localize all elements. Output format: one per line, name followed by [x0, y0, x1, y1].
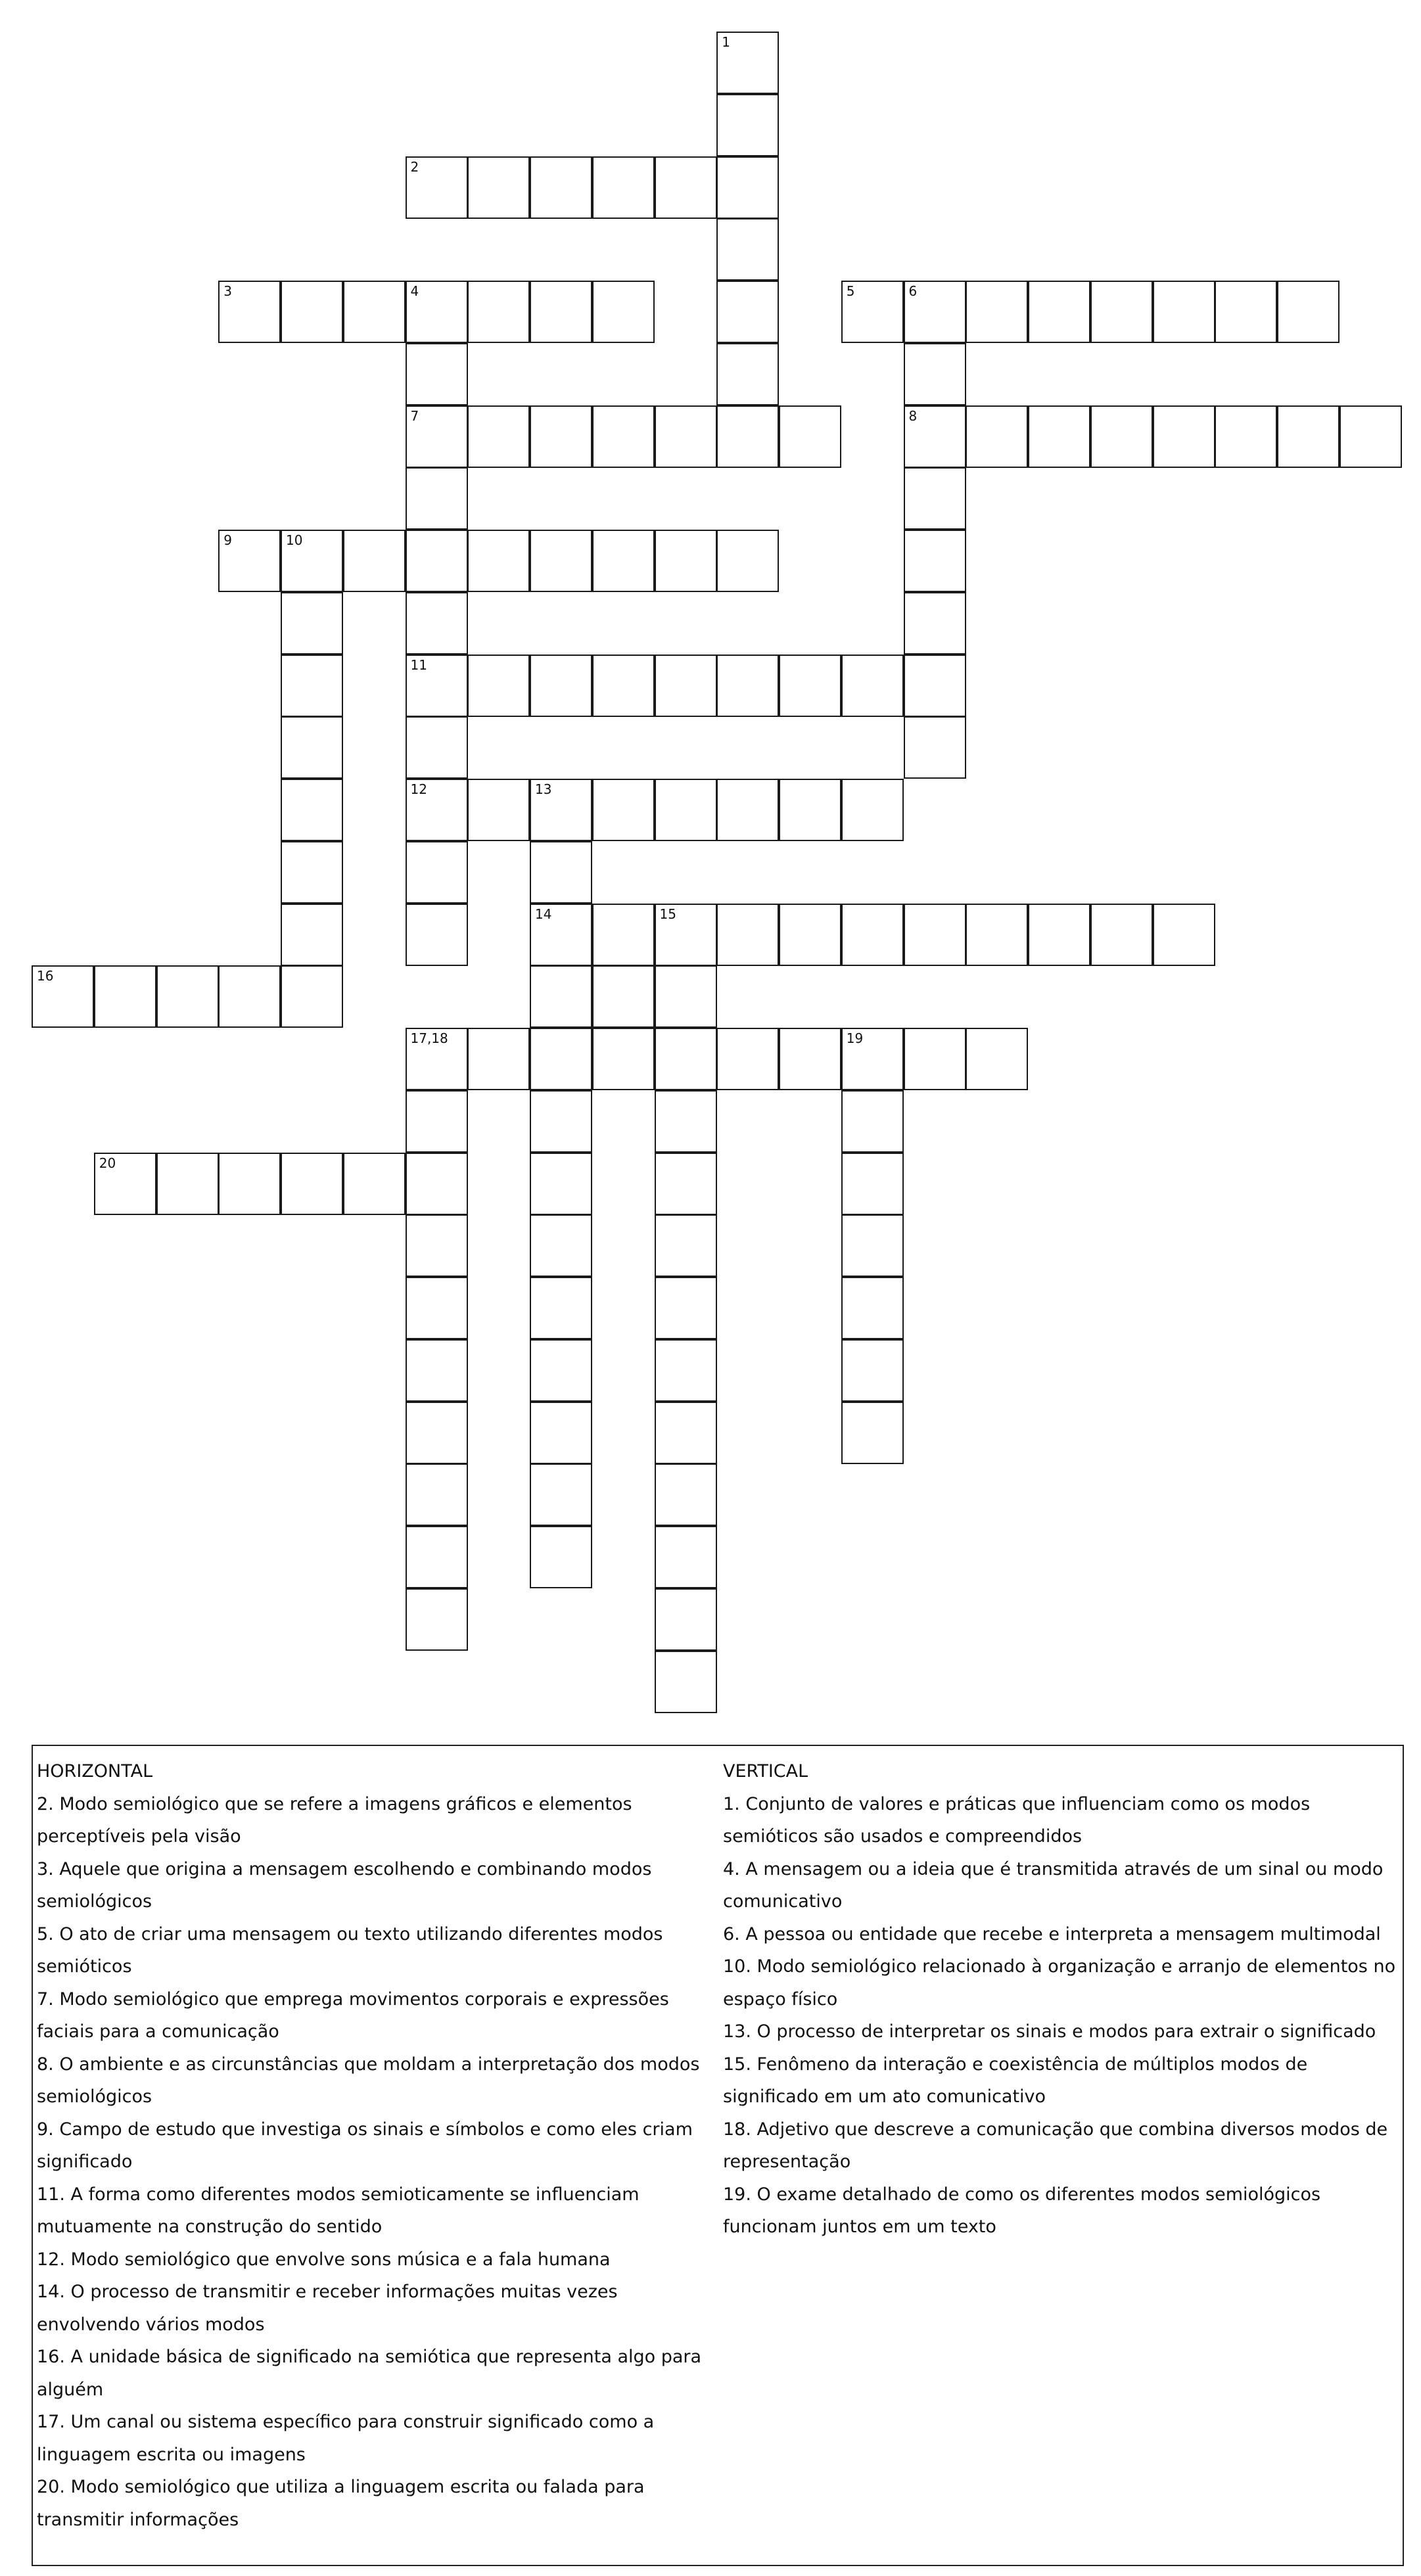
clue-line: semiológicos — [37, 2086, 152, 2107]
crossword-cell[interactable] — [779, 405, 841, 468]
crossword-cell[interactable] — [592, 405, 655, 468]
crossword-cell[interactable] — [343, 1153, 406, 1215]
crossword-cell[interactable] — [406, 1402, 468, 1464]
crossword-cell[interactable] — [655, 1339, 717, 1402]
crossword-cell[interactable] — [530, 1028, 592, 1090]
crossword-cell[interactable] — [841, 1090, 904, 1153]
crossword-cell[interactable] — [530, 904, 592, 966]
crossword-cell[interactable] — [779, 1028, 841, 1090]
crossword-cell[interactable] — [716, 94, 779, 156]
clue-line: 5. O ato de criar uma mensagem ou texto utilizando diferentes modos — [37, 1923, 663, 1944]
crossword-cell[interactable] — [1090, 281, 1153, 343]
clue-line: 3. Aquele que origina a mensagem escolhendo e combinando modos — [37, 1858, 652, 1879]
crossword-cell[interactable] — [966, 904, 1028, 966]
crossword-cell[interactable] — [530, 655, 592, 717]
crossword-cell[interactable] — [904, 655, 966, 717]
crossword-cell[interactable] — [655, 965, 717, 1028]
clue-line: espaço físico — [723, 1989, 838, 2010]
clue-number: 8 — [908, 407, 918, 424]
crossword-cell[interactable] — [467, 1028, 530, 1090]
crossword-cell[interactable] — [716, 1028, 779, 1090]
crossword-cell[interactable] — [592, 530, 655, 592]
crossword-cell[interactable] — [655, 405, 717, 468]
crossword-cell[interactable] — [530, 530, 592, 592]
crossword-cell[interactable] — [94, 965, 156, 1028]
crossword-cell[interactable] — [281, 592, 343, 655]
crossword-cell[interactable] — [218, 965, 281, 1028]
crossword-cell[interactable] — [966, 281, 1028, 343]
crossword-cell[interactable] — [406, 1028, 468, 1090]
horizontal-clues — [37, 1755, 714, 2536]
clue-line: mutuamente na construção do sentido — [37, 2217, 383, 2237]
clue-line: representação — [723, 2151, 851, 2172]
crossword-cell[interactable] — [218, 1153, 281, 1215]
crossword-cell[interactable] — [406, 530, 468, 592]
vertical-heading: VERTICAL — [723, 1761, 808, 1782]
crossword-cell[interactable] — [281, 716, 343, 779]
crossword-cell[interactable] — [655, 530, 717, 592]
clue-line: 13. O processo de interpretar os sinais e modos para extrair o significado — [723, 2021, 1376, 2042]
clue-line: 17. Um canal ou sistema específico para construir significado como a — [37, 2412, 655, 2432]
crossword-cell[interactable] — [716, 343, 779, 405]
crossword-cell[interactable] — [655, 1526, 717, 1588]
crossword-cell[interactable] — [1277, 281, 1339, 343]
crossword-cell[interactable] — [406, 592, 468, 655]
crossword-cell[interactable] — [655, 1277, 717, 1339]
crossword-cell[interactable] — [530, 1463, 592, 1526]
crossword-cell[interactable] — [841, 904, 904, 966]
crossword-cell[interactable] — [904, 1028, 966, 1090]
clue-number: 17,18 — [410, 1030, 448, 1046]
clue-number: 1 — [722, 34, 730, 50]
crossword-cell[interactable] — [716, 156, 779, 219]
clue-line: 18. Adjetivo que descreve a comunicação que combina diversos modos de — [723, 2119, 1388, 2140]
clue-line: 4. A mensagem ou a ideia que é transmitida através de um sinal ou modo — [723, 1858, 1384, 1879]
crossword-cell[interactable] — [406, 1526, 468, 1588]
clue-line: alguém — [37, 2379, 104, 2400]
clue-line: significado — [37, 2151, 133, 2172]
clue-number: 16 — [37, 968, 54, 984]
crossword-cell[interactable] — [406, 1339, 468, 1402]
clue-number: 20 — [99, 1155, 116, 1171]
clue-line: 11. A forma como diferentes modos semioticamente se influenciam — [37, 2184, 640, 2205]
crossword-cell[interactable] — [530, 405, 592, 468]
vertical-clues — [723, 1755, 1400, 2243]
clue-line: 15. Fenômeno da interação e coexistência de múltiplos modos de — [723, 2054, 1308, 2075]
clue-number: 2 — [410, 158, 419, 175]
crossword-cell[interactable] — [592, 965, 655, 1028]
crossword-cell[interactable] — [530, 1153, 592, 1215]
crossword-cell[interactable] — [406, 343, 468, 405]
crossword-cell[interactable] — [841, 655, 904, 717]
crossword-cell[interactable] — [281, 841, 343, 904]
clue-line: 7. Modo semiológico que emprega movimentos corporais e expressões — [37, 1989, 669, 2010]
crossword-cell[interactable] — [530, 1526, 592, 1588]
crossword-cell[interactable] — [406, 156, 468, 219]
crossword-cell[interactable] — [655, 1402, 717, 1464]
crossword-cell[interactable] — [716, 530, 779, 592]
crossword-cell[interactable] — [1339, 405, 1402, 468]
clue-number: 3 — [223, 283, 232, 299]
clue-line: semióticos — [37, 1956, 132, 1977]
crossword-cell[interactable] — [406, 716, 468, 779]
crossword-cell[interactable] — [406, 779, 468, 841]
clue-line: 12. Modo semiológico que envolve sons música e a fala humana — [37, 2249, 611, 2270]
clues-box — [32, 1745, 1404, 2566]
horizontal-clue-list — [37, 1788, 714, 2537]
crossword-cell[interactable] — [281, 655, 343, 717]
crossword-cell[interactable] — [530, 779, 592, 841]
crossword-cell[interactable] — [841, 1214, 904, 1277]
crossword-cell[interactable] — [904, 716, 966, 779]
clue-line: envolvendo vários modos — [37, 2314, 265, 2335]
crossword-cell[interactable] — [406, 1214, 468, 1277]
clue-number: 19 — [846, 1030, 864, 1046]
crossword-cell[interactable] — [655, 779, 717, 841]
crossword-cell[interactable] — [406, 467, 468, 530]
clue-number: 5 — [846, 283, 855, 299]
crossword-cell[interactable] — [1153, 281, 1215, 343]
crossword-cell[interactable] — [530, 1090, 592, 1153]
crossword-cell[interactable] — [1215, 281, 1277, 343]
clue-line: faciais para a comunicação — [37, 2021, 279, 2042]
crossword-cell[interactable] — [94, 1153, 156, 1215]
crossword-cell[interactable] — [904, 592, 966, 655]
crossword-cell[interactable] — [530, 1339, 592, 1402]
crossword-cell[interactable] — [530, 1214, 592, 1277]
crossword-cell[interactable] — [406, 1153, 468, 1215]
crossword-cell[interactable] — [655, 1588, 717, 1651]
clue-line: 19. O exame detalhado de como os diferentes modos semiológicos — [723, 2184, 1321, 2205]
crossword-cell[interactable] — [343, 530, 406, 592]
crossword-cell[interactable] — [655, 904, 717, 966]
clue-line: 14. O processo de transmitir e receber informações muitas vezes — [37, 2282, 618, 2302]
clue-line: 2. Modo semiológico que se refere a imagens gráficos e elementos — [37, 1793, 632, 1814]
crossword-cell[interactable] — [406, 655, 468, 717]
crossword-cell[interactable] — [406, 1090, 468, 1153]
crossword-cell[interactable] — [592, 1028, 655, 1090]
crossword-cell[interactable] — [592, 904, 655, 966]
clue-line: 16. A unidade básica de significado na semiótica que representa algo para — [37, 2347, 702, 2367]
clue-line: perceptíveis pela visão — [37, 1826, 241, 1847]
crossword-cell[interactable] — [655, 1090, 717, 1153]
crossword-cell[interactable] — [841, 1402, 904, 1464]
crossword-cell[interactable] — [281, 530, 343, 592]
crossword-cell[interactable] — [655, 655, 717, 717]
crossword-cell[interactable] — [530, 1277, 592, 1339]
crossword-cell[interactable] — [716, 32, 779, 94]
clue-line: 8. O ambiente e as circunstâncias que moldam a interpretação dos modos — [37, 2054, 700, 2075]
clue-number: 7 — [410, 407, 419, 424]
crossword-cell[interactable] — [530, 1402, 592, 1464]
crossword-cell[interactable] — [904, 281, 966, 343]
crossword-cell[interactable] — [1153, 904, 1215, 966]
crossword-cell[interactable] — [281, 281, 343, 343]
crossword-cell[interactable] — [655, 1214, 717, 1277]
crossword-cell[interactable] — [779, 904, 841, 966]
crossword-cell[interactable] — [1028, 405, 1090, 468]
crossword-cell[interactable] — [841, 779, 904, 841]
crossword-cell[interactable] — [1153, 405, 1215, 468]
crossword-cell[interactable] — [406, 1463, 468, 1526]
vertical-clue-list — [723, 1788, 1400, 2243]
crossword-cell[interactable] — [904, 530, 966, 592]
crossword-cell[interactable] — [467, 779, 530, 841]
crossword-cell[interactable] — [406, 904, 468, 966]
crossword-cell[interactable] — [343, 281, 406, 343]
crossword-cell[interactable] — [716, 281, 779, 343]
crossword-cell[interactable] — [1090, 904, 1153, 966]
crossword-cell[interactable] — [218, 281, 281, 343]
crossword-cell[interactable] — [966, 1028, 1028, 1090]
clue-line: 10. Modo semiológico relacionado à organização e arranjo de elementos no — [723, 1956, 1396, 1977]
crossword-cell[interactable] — [156, 1153, 219, 1215]
clue-number: 13 — [535, 781, 552, 797]
crossword-cell[interactable] — [1090, 405, 1153, 468]
crossword-cell[interactable] — [218, 530, 281, 592]
clue-number: 6 — [908, 283, 918, 299]
crossword-cell[interactable] — [406, 405, 468, 468]
crossword-cell[interactable] — [467, 405, 530, 468]
clue-line: 9. Campo de estudo que investiga os sinais e símbolos e como eles criam — [37, 2119, 693, 2140]
clue-line: 20. Modo semiológico que utiliza a linguagem escrita ou falada para — [37, 2477, 645, 2497]
clue-line: 1. Conjunto de valores e práticas que influenciam como os modos — [723, 1793, 1311, 1814]
clue-number: 11 — [410, 656, 427, 673]
clue-line: transmitir informações — [37, 2509, 239, 2530]
crossword-cell[interactable] — [655, 1651, 717, 1713]
clue-number: 14 — [535, 906, 552, 922]
crossword-cell[interactable] — [32, 965, 94, 1028]
crossword-cell[interactable] — [1277, 405, 1339, 468]
clue-line: comunicativo — [723, 1891, 843, 1912]
crossword-cell[interactable] — [655, 156, 717, 219]
crossword-cell[interactable] — [467, 655, 530, 717]
crossword-cell[interactable] — [406, 1277, 468, 1339]
crossword-cell[interactable] — [406, 281, 468, 343]
crossword-cell[interactable] — [281, 1153, 343, 1215]
crossword-cell[interactable] — [716, 655, 779, 717]
crossword-cell[interactable] — [716, 405, 779, 468]
clue-number: 12 — [410, 781, 427, 797]
crossword-cell[interactable] — [655, 1153, 717, 1215]
crossword-cell[interactable] — [1215, 405, 1277, 468]
crossword-cell[interactable] — [467, 530, 530, 592]
crossword-cell[interactable] — [716, 218, 779, 281]
crossword-cell[interactable] — [406, 841, 468, 904]
crossword-cell[interactable] — [655, 1028, 717, 1090]
crossword-cell[interactable] — [904, 405, 966, 468]
crossword-cell[interactable] — [904, 343, 966, 405]
crossword-cell[interactable] — [966, 405, 1028, 468]
crossword-cell[interactable] — [530, 965, 592, 1028]
crossword-cell[interactable] — [841, 1277, 904, 1339]
crossword-cell[interactable] — [467, 156, 530, 219]
crossword-cell[interactable] — [406, 1588, 468, 1651]
crossword-cell[interactable] — [779, 655, 841, 717]
crossword-cell[interactable] — [841, 281, 904, 343]
clue-line: funcionam juntos em um texto — [723, 2217, 996, 2237]
horizontal-heading: HORIZONTAL — [37, 1761, 153, 1782]
crossword-cell[interactable] — [1028, 904, 1090, 966]
crossword-cell[interactable] — [467, 281, 530, 343]
crossword-cell[interactable] — [281, 779, 343, 841]
crossword-cell[interactable] — [655, 1463, 717, 1526]
crossword-cell[interactable] — [716, 779, 779, 841]
crossword-cell[interactable] — [592, 779, 655, 841]
clue-line: semióticos são usados e compreendidos — [723, 1826, 1083, 1847]
crossword-cell[interactable] — [592, 156, 655, 219]
crossword-cell[interactable] — [716, 904, 779, 966]
clue-number: 4 — [410, 283, 419, 299]
crossword-cell[interactable] — [592, 281, 655, 343]
clue-number: 10 — [286, 532, 303, 548]
crossword-cell[interactable] — [1028, 281, 1090, 343]
crossword-cell[interactable] — [281, 965, 343, 1028]
crossword-cell[interactable] — [904, 904, 966, 966]
clue-line: semiológicos — [37, 1891, 152, 1912]
crossword-cell[interactable] — [592, 655, 655, 717]
crossword-cell[interactable] — [779, 779, 841, 841]
crossword-cell[interactable] — [530, 281, 592, 343]
clue-number: 15 — [659, 906, 676, 922]
crossword-cell[interactable] — [530, 841, 592, 904]
crossword-cell[interactable] — [530, 156, 592, 219]
clue-line: significado em um ato comunicativo — [723, 2086, 1046, 2107]
crossword-cell[interactable] — [841, 1153, 904, 1215]
crossword-cell[interactable] — [156, 965, 219, 1028]
crossword-cell[interactable] — [904, 467, 966, 530]
clue-line: linguagem escrita ou imagens — [37, 2444, 306, 2465]
crossword-cell[interactable] — [281, 904, 343, 966]
crossword-cell[interactable] — [841, 1028, 904, 1090]
clue-line: 6. A pessoa ou entidade que recebe e interpreta a mensagem multimodal — [723, 1923, 1381, 1944]
clue-number: 9 — [223, 532, 232, 548]
crossword-cell[interactable] — [841, 1339, 904, 1402]
